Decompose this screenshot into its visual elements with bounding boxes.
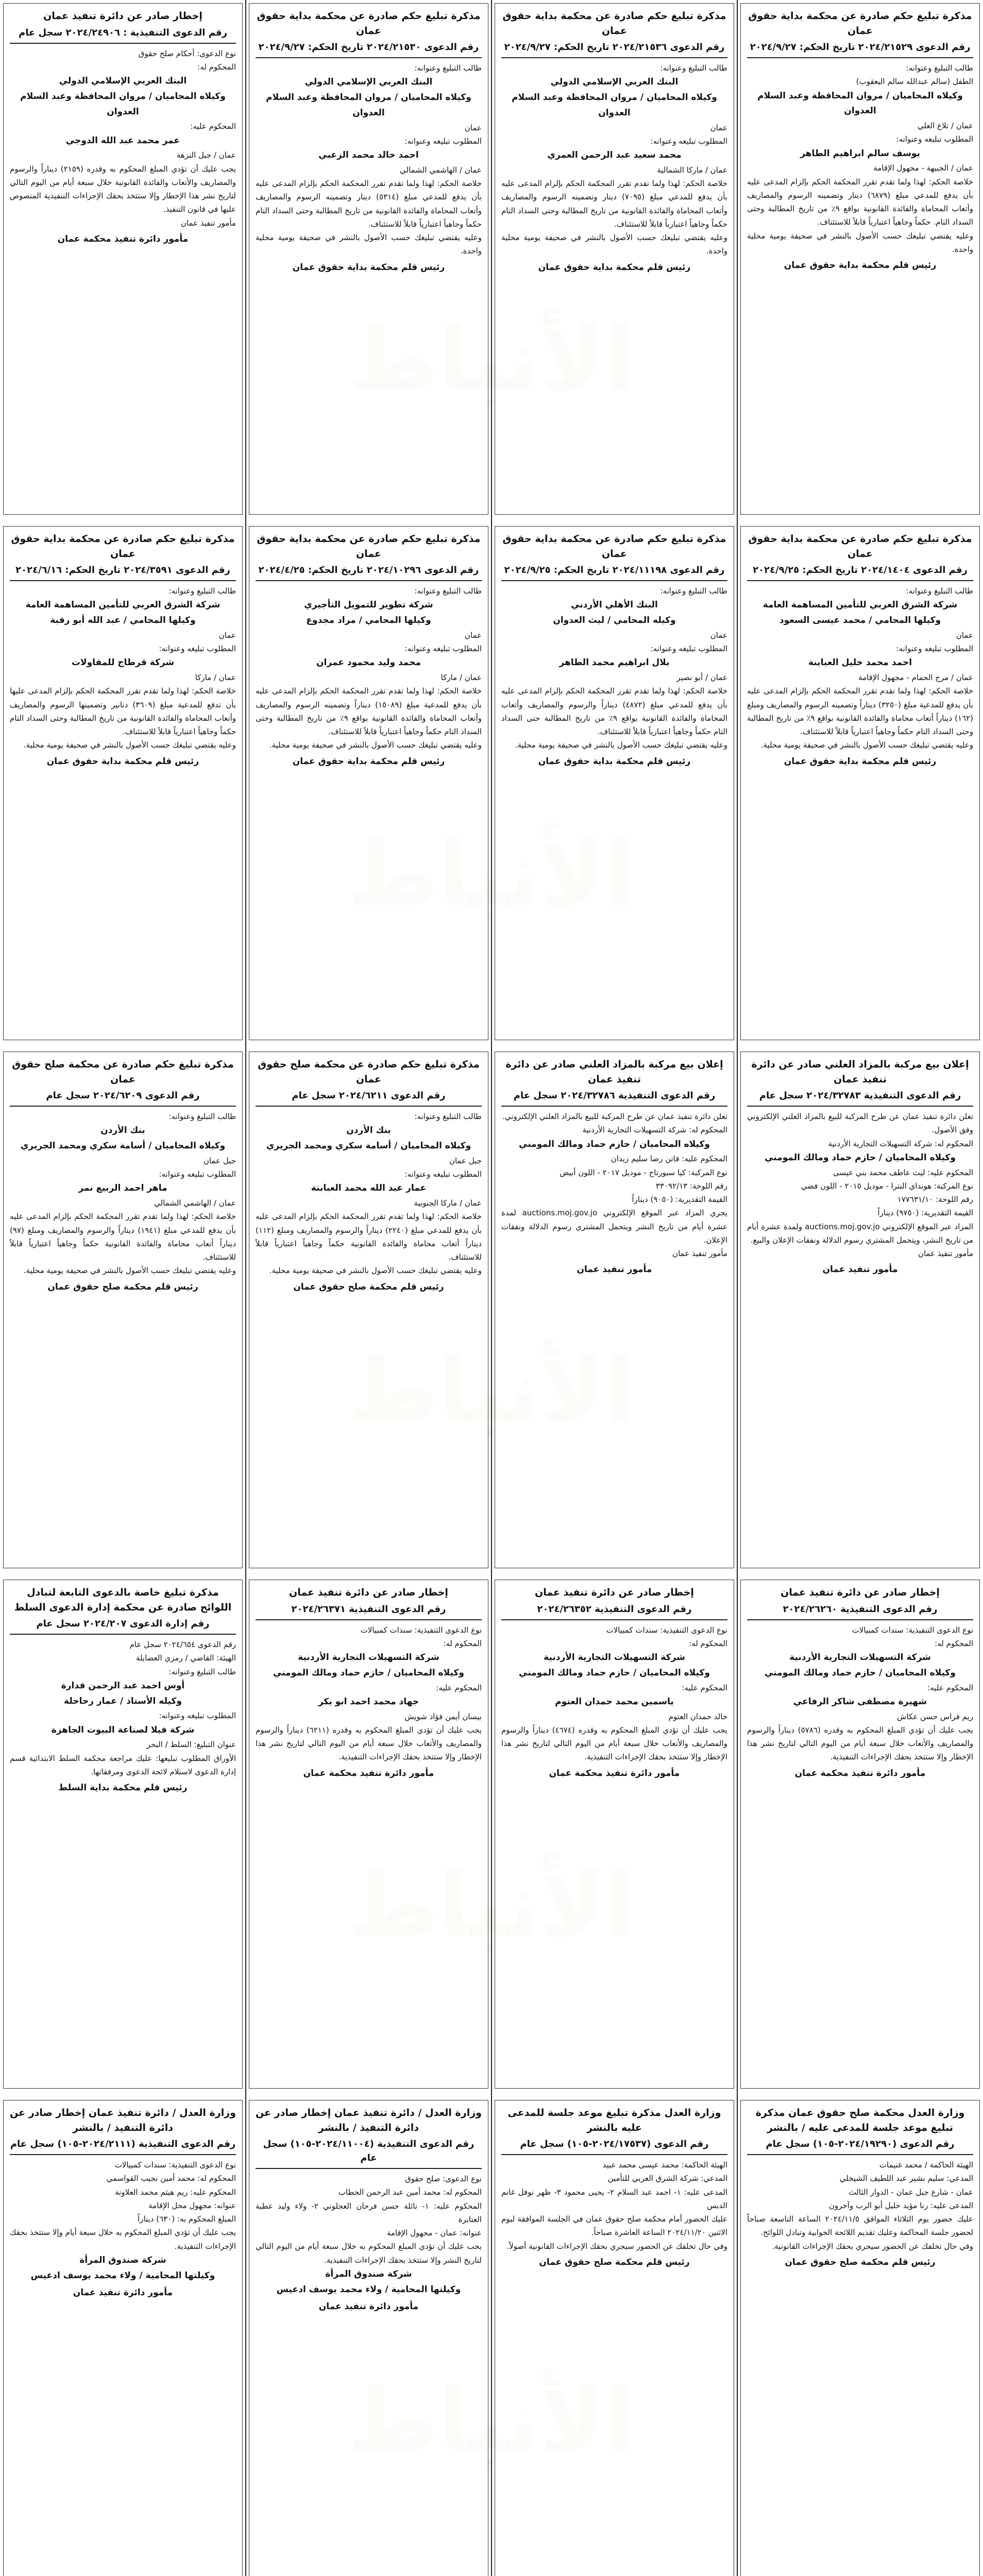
notice-line: نوع المركبة: كيا سبورتاج - موديل ٢٠١٧ - اللون أبيض	[560, 1167, 727, 1177]
notice-signature: رئيس قلم محكمة بداية حقوق عمان	[538, 262, 691, 273]
notice-line: يجب عليك أن تؤدي المبلغ المحكوم به خلال سبعة أيام من اليوم التالي لتاريخ النشر وإلا ستتخذ بحقك الإجراءات التنفيذية.	[256, 2242, 482, 2265]
notice-line: المحكوم له:	[689, 1638, 727, 1648]
notice-header: مذكرة تبليغ حكم صادرة عن محكمة بداية حقوق عمان	[748, 10, 972, 37]
notice-signature: رئيس قلم محكمة بداية حقوق عمان	[784, 756, 937, 767]
legal-notice	[495, 3, 734, 515]
legal-notice	[495, 1052, 734, 1568]
notice-line: عمان / ماركا الشمالية	[657, 165, 727, 175]
notice-line: شركة الشرق العربي للتأمين المساهمة العامة	[25, 600, 221, 611]
notice-header: مذكرة تبليغ حكم صادرة عن محكمة بداية حقوق عمان	[11, 533, 235, 560]
legal-notice	[740, 2100, 980, 2576]
notice-line: شركة صندوق المرأة	[79, 2255, 166, 2265]
legal-notice	[740, 3, 980, 515]
notice-line: مأمور تنفيذ عمان	[180, 218, 236, 228]
legal-notice	[495, 1580, 734, 2089]
notice-line: وكيلاه المحاميان / حازم حماد ومالك المومني	[519, 1667, 710, 1678]
notice-line: المطلوب تبليغه وعنوانه:	[404, 1170, 482, 1179]
notice-line: طالب التبليغ وعنوانه:	[168, 1667, 236, 1676]
notice-line: وكيلاه المحاميان / مروان المحافظة وعبد السلام العدوان	[20, 91, 226, 117]
notice-line: وكيلتها المحامية / ولاء محمد يوسف ادعيس	[276, 2284, 461, 2295]
notice-line: طالب التبليغ وعنوانه:	[414, 63, 482, 73]
notice-case-number: رقم الدعوى ٢٠٢٤/١٠٢٩٦ تاريخ الحكم: ٢٠٢٤/٤/٢٥	[258, 565, 479, 575]
notice-line: البنك العربي الإسلامي الدولي	[550, 77, 679, 88]
notice-line: خلاصة الحكم: لهذا ولما تقدم تقرر المحكمة الحكم بإلزام المدعى عليه بأن يدفع للمدعي مبلغ (٤٨٧٢) ديناراً والرسوم والمصاريف وأتعاب المحاماة والفائدة القانونية بواقع ٩٪ من تاريخ المطالبة حتى السداد التام حكماً وجاهياً اعتبارياً قابلاً للاستئناف.	[501, 686, 728, 736]
notice-case-number: رقم الدعوى ٢٠٢٤/٢١٥٢٩ تاريخ الحكم: ٢٠٢٤/٩/٢٧	[750, 42, 971, 53]
notice-line: عمان / ماركا	[195, 673, 236, 682]
notice-signature: مأمور تنفيذ عمان	[577, 1264, 652, 1275]
notice-line: بيسان أيمن فؤاد شويش	[404, 1711, 482, 1721]
divider	[747, 57, 973, 58]
notice-signature: رئيس قلم محكمة بداية حقوق عمان	[46, 756, 199, 767]
notice-line: المحكوم عليه: ريم هيثم محمد العلاونة	[115, 2187, 236, 2197]
notice-line: وكيلاه المحاميان / مروان المحافظة وعبد السلام العدوان	[266, 92, 471, 118]
notice-case-number: رقم الدعوى (٢٠٢٤/١٧٥٣٧-١٠٥) سجل عام	[520, 2139, 709, 2149]
notice-line: يوسف سالم ابراهيم الطاهر	[800, 148, 920, 159]
notice-line: شركة صندوق المرأة	[325, 2268, 412, 2279]
notice-header: مذكرة تبليغ حكم صادرة عن محكمة صلح حقوق عمان	[12, 1059, 234, 1085]
notice-line: احمد خالد محمد الزعبي	[318, 150, 419, 160]
notice-line: طالب التبليغ وعنوانه:	[660, 63, 727, 73]
notice-header: مذكرة تبليغ حكم صادرة عن محكمة بداية حقوق عمان	[257, 533, 481, 560]
notice-header: مذكرة تبليغ حكم صادرة عن محكمة بداية حقوق عمان	[748, 533, 972, 560]
notice-line: وكيلتها المحامية / ولاء محمد يوسف ادعيس	[30, 2270, 215, 2281]
notice-line: جهاد محمد احمد ابو بكر	[318, 1696, 419, 1707]
notice-line: وكيلاه المحاميان / حازم حماد ومالك المومني	[765, 1152, 956, 1163]
divider	[747, 1619, 973, 1620]
notice-line: وكيلاه المحاميان / أسامة سكري ومحمد الجريري	[20, 1141, 226, 1151]
notice-case-number: رقم الدعوى ٢٠٢٤/٢١٥٣٦ تاريخ الحكم: ٢٠٢٤/٩/٢٧	[504, 42, 725, 53]
legal-notice	[249, 1580, 488, 2089]
notice-signature: رئيس قلم محكمة صلح حقوق عمان	[293, 1281, 444, 1292]
notice-line: طالب التبليغ وعنوانه:	[168, 1112, 236, 1121]
notice-line: وكيلاه المحاميان / حازم حماد ومالك المومني	[519, 1139, 710, 1149]
notice-line: عمان / تلاع العلي	[917, 121, 973, 130]
notice-signature: رئيس قلم محكمة بداية حقوق عمان	[538, 756, 691, 767]
notice-line: شركة التسهيلات التجارية الأردنية	[544, 1652, 685, 1663]
column-divider	[245, 0, 246, 2576]
notice-case-number: رقم الدعوى ٢٠٢٤/١٤٠٤ تاريخ الحكم: ٢٠٢٤/٩/٢٥	[753, 565, 968, 575]
legal-notice	[3, 1580, 243, 2089]
notice-line: المطلوب تبليغه وعنوانه:	[896, 134, 973, 144]
notice-line: وكيلاه المحاميان / مروان المحافظة وعبد السلام العدوان	[757, 90, 963, 116]
notice-line: مأمور تنفيذ عمان	[672, 1249, 727, 1258]
divider	[501, 1106, 727, 1107]
notice-signature: مأمور دائرة تنفيذ محكمة عمان	[549, 1768, 680, 1778]
notice-line: عنوانه: عمان - مجهول الإقامة	[386, 2228, 482, 2238]
divider	[10, 1634, 236, 1635]
notice-line: الأوراق المطلوب تبليغها: عليك مراجعة محكمة السلط الابتدائية قسم إدارة الدعوى لاستلام لائحة الدعوى ومرفقاتها.	[10, 1753, 236, 1776]
notice-line: محمد وليد محمود عمران	[316, 657, 421, 668]
notice-line: نوع الدعوى التنفيذية: سندات كمبيالات	[852, 1625, 973, 1635]
notice-line: المحكوم له:	[197, 62, 236, 72]
divider	[10, 1106, 236, 1107]
notice-line: وكيله المحامي / ليث العدوان	[553, 615, 676, 625]
notice-line: البنك العربي الإسلامي الدولي	[304, 77, 433, 88]
notice-header: إخطار صادر عن دائرة تنفيذ عمان	[535, 1587, 694, 1598]
notice-line: عمر محمد عبد الله الدوجي	[65, 135, 180, 146]
notice-line: جبل عمان	[203, 1156, 236, 1165]
notice-line: المدعى عليه: رنا مؤيد خليل أبو الرب وآخرون	[828, 2200, 973, 2210]
notice-line: وكيلاه المحاميان / حازم حماد ومالك المومني	[765, 1667, 956, 1678]
notice-signature: رئيس قلم محكمة بداية حقوق عمان	[784, 260, 937, 270]
divider	[10, 43, 236, 44]
notice-line: رقم اللوحة: ٣٣٠٩٢/١٣	[655, 1181, 727, 1191]
notice-signature: مأمور تنفيذ عمان	[822, 1264, 898, 1275]
notice-line: يجب عليك أن تؤدي المبلغ المحكوم به خلال سبعة أيام وإلا ستتخذ بحقك الإجراءات التنفيذية.	[10, 2228, 236, 2251]
notice-line: وعليه يقتضي تبليغك حسب الأصول بالنشر في صحيفة يومية محلية.	[515, 740, 727, 750]
divider	[501, 2154, 727, 2155]
notice-line: طالب التبليغ وعنوانه:	[906, 63, 973, 73]
notice-line: عمان / ماركا الجنوبية	[414, 1198, 482, 1208]
notice-line: عمان / ماركا	[440, 673, 482, 682]
notice-line: تعلن دائرة تنفيذ عمان عن طرح المركبة للبيع بالمزاد العلني الإلكتروني.	[502, 1112, 727, 1121]
divider	[501, 1619, 727, 1620]
notice-line: عنوانه: مجهول محل الإقامة	[148, 2200, 236, 2210]
notice-line: المطلوب تبليغه وعنوانه:	[159, 1170, 236, 1179]
notice-case-number: رقم الدعوى ٢٠٢٤/٦٢٠٩ سجل عام	[46, 1090, 200, 1101]
notice-line: وعليه يقتضي تبليغك حسب الأصول بالنشر في صحيفة يومية محلية.	[269, 1266, 482, 1276]
notice-line: وعليه يقتضي تبليغك حسب الأصول بالنشر في صحيفة يومية محلية واحدة.	[501, 233, 727, 256]
notice-line: يجب عليك أن تؤدي المبلغ المحكوم به وقدره (٦٢١١) ديناراً والرسوم والمصاريف والأتعاب خلال سبعة أيام من اليوم التالي لتاريخ نشر هذا الإخطار وإلا ستتخذ بحقك الإجراءات التنفيذية.	[256, 1725, 482, 1762]
legal-notice	[249, 2100, 488, 2576]
notice-line: خلاصة الحكم: لهذا ولما تقدم تقرر المحكمة الحكم بإلزام المدعى عليه بأن يدفع للمدعي مبلغ (٧٠٩٥) دينار وتضمينه الرسوم والمصاريف وأتعاب المحاماة والفائدة القانونية من تاريخ المطالبة وحتى السداد التام حكماً وجاهياً اعتبارياً قابلاً للاستئناف.	[501, 179, 727, 229]
divider	[256, 57, 482, 58]
divider	[747, 2154, 973, 2155]
notice-line: خلاصة الحكم: لهذا ولما تقدم تقرر المحكمة الحكم بإلزام المدعى عليه بأن يدفع للمدعي مبلغ (٦٨٧٩) دينار وتضمينه الرسوم والمصاريف وأتعاب المحاماة والفائدة القانونية بواقع ٩٪ من تاريخ المطالبة وحتى السداد التام. حكماً وجاهياً اعتبارياً قابلاً للاستئناف.	[747, 177, 973, 227]
notice-line: المحكوم عليه:	[927, 1683, 973, 1692]
notice-signature: رئيس قلم محكمة صلح حقوق عمان	[47, 1281, 198, 1292]
notice-case-number: رقم الدعوى ٢٠٢٤/٦٢١١ سجل عام	[292, 1090, 446, 1101]
notice-line: طالب التبليغ وعنوانه:	[414, 586, 482, 596]
legal-notice	[495, 526, 734, 1040]
notice-signature: مأمور دائرة تنفيذ محكمة عمان	[57, 233, 189, 244]
notice-line: القيمة التقديرية: (٩٠٥٠) ديناراً	[632, 1195, 727, 1204]
notice-line: يجب عليك أن تؤدي المبلغ المحكوم به وقدره (٢١٥٩) ديناراً والرسوم والمصاريف والأتعاب والفائدة القانونية خلال سبعة أيام من اليوم التالي لتاريخ نشر هذا الإخطار وإلا ستتخذ بحقك الإجراءات التنفيذية المنصوص عليها في قانون التنفيذ.	[10, 164, 236, 214]
divider	[256, 2168, 482, 2169]
notice-line: البنك الأهلي الأردني	[571, 600, 658, 611]
legal-notice	[3, 3, 243, 515]
notice-line: القيمة التقديرية: (٩٧٥٠) ديناراً	[877, 1208, 973, 1218]
notice-line: المحكوم له: شركة التسهيلات التجارية الأردنية	[582, 1125, 727, 1135]
notice-header: وزارة العدل / دائرة تنفيذ عمان إخطار صادر عن دائرة التنفيذ / بالنشر	[256, 2107, 482, 2133]
notice-signature: رئيس قلم محكمة بداية حقوق عمان	[292, 756, 445, 767]
notice-line: طالب التبليغ وعنوانه:	[906, 586, 973, 596]
notice-line: احمد محمد خليل العبابنة	[808, 657, 912, 668]
notice-line: أوس احمد عبد الرحمن قدارة	[61, 1680, 185, 1691]
divider	[256, 1619, 482, 1620]
notice-line: وفي حال تخلفك عن الحضور سيجري بحقك الإجراءات القانونية.	[772, 2241, 973, 2251]
notice-line: المحكوم له: محمد أمين نجيب القواسمي	[106, 2174, 236, 2183]
notice-header: مذكرة تبليغ حكم صادرة عن محكمة بداية حقوق عمان	[502, 10, 726, 37]
notice-line: المطلوب تبليغه وعنوانه:	[650, 136, 727, 146]
legal-notice	[3, 1052, 243, 1568]
legal-notice	[249, 3, 488, 515]
notice-line: وعليه يقتضي تبليغك حسب الأصول بالنشر في صحيفة يومية محلية.	[23, 1266, 236, 1276]
notice-line: عمان / أبو نصير	[676, 673, 727, 682]
notice-line: خلاصة الحكم: لهذا ولما تقدم تقرر المحكمة الحكم بإلزام المدعى عليه بأن يدفع للمدعية مبلغ (١٥٠٨٩) ديناراً وتضمينه الرسوم والمصاريف وأتعاب المحاماة والفائدة القانونية بواقع ٩٪ من تاريخ المطالبة وحتى السداد التام حكماً وجاهياً اعتبارياً قابلاً للاستئناف.	[256, 686, 482, 736]
notice-line: خلاصة الحكم: لهذا ولما تقدم تقرر المحكمة الحكم بإلزام المدعى عليه بأن يدفع للمدعية مبلغ (٣٢٥٠) ديناراً وتضمينه الرسوم والمصاريف ومبلغ (١٦٢) ديناراً أتعاب محاماة والفائدة القانونية بواقع ٩٪ من تاريخ المطالبة وحتى السداد التام حكماً وجاهياً اعتبارياً قابلاً للاستئناف.	[747, 686, 974, 736]
notice-signature: مأمور دائرة تنفيذ عمان	[73, 2287, 173, 2298]
notice-case-number: رقم الدعوى التنفيذية ٢٠٢٤/٣٢٧٨٦ سجل عام	[513, 1090, 716, 1101]
notice-header: وزارة العدل / دائرة تنفيذ عمان إخطار صادر عن دائرة التنفيذ / بالنشر	[10, 2107, 236, 2133]
notice-line: طالب التبليغ وعنوانه:	[168, 586, 236, 596]
notice-line: محمد سعيد عبد الرحمن العمري	[547, 150, 682, 160]
notice-header: وزارة العدل محكمة صلح حقوق عمان مذكرة تبليغ موعد جلسة للمدعى عليه / بالنشر	[755, 2107, 965, 2133]
divider	[256, 1106, 482, 1107]
notice-line: نوع الدعوى التنفيذية: سندات كمبيالات	[360, 1625, 482, 1635]
notice-signature: مأمور دائرة تنفيذ عمان	[318, 2301, 419, 2312]
notice-signature: رئيس قلم محكمة بداية حقوق عمان	[292, 262, 445, 273]
notice-line: طالب التبليغ وعنوانه:	[660, 586, 727, 596]
notice-line: بلال ابراهيم محمد الطاهر	[559, 657, 670, 668]
notice-case-number: رقم الدعوى التنفيذية ٢٠٢٤/٢٦٣٧١	[291, 1603, 446, 1615]
notice-line: المحكوم عليه: ١- نائلة حسن فرحان العجلوني ٢- ولاء وليد عطية العتابرة	[256, 2201, 482, 2224]
notice-case-number: رقم الدعوى ٢٠٢٤/١١١٩٨ تاريخ الحكم: ٢٠٢٤/٩/٢٥	[504, 565, 725, 575]
notice-line: المدعي: شركة الشرق العربي للتأمين	[607, 2174, 727, 2183]
divider	[747, 580, 973, 581]
legal-notice	[249, 526, 488, 1040]
notice-line: المحكوم عليه:	[190, 122, 236, 131]
notice-line: ريم فراس حسن عكاش	[897, 1711, 973, 1721]
notice-line: الهيئة الحاكمة: محمد عيسى محمد عبيد	[602, 2160, 727, 2170]
notice-line: البنك العربي الإسلامي الدولي	[59, 76, 187, 86]
notice-line: المحكوم له: شركة التسهيلات التجارية الأردنية	[828, 1139, 973, 1148]
notice-case-number: رقم الدعوى التنفيذية ٢٠٢٤/٢٦٣٥٢	[537, 1603, 692, 1615]
notice-line: ياسمين محمد حمدان العتوم	[555, 1696, 674, 1707]
notice-line: المطلوب تبليغه وعنوانه:	[404, 644, 482, 653]
notice-header: مذكرة تبليغ حكم صادرة عن محكمة بداية حقوق عمان	[502, 533, 726, 560]
notice-line: بنك الأردن	[346, 1125, 391, 1136]
notice-line: نوع الدعوى التنفيذية: سندات كمبيالات	[114, 2160, 236, 2170]
notice-line: خلاصة الحكم: لهذا ولما تقدم تقرر المحكمة الحكم بإلزام المدعى عليه بأن يدفع للمدعي مبلغ (٥٣١٤) دينار وتضمينه الرسوم والمصاريف وأتعاب المحاماة والفائدة القانونية من تاريخ المطالبة وحتى السداد التام حكماً وجاهياً اعتبارياً قابلاً للاستئناف.	[256, 179, 482, 229]
notice-case-number: رقم الدعوى ٢٠٢٤/٢١٥٣٠ تاريخ الحكم: ٢٠٢٤/٩/٢٧	[258, 42, 479, 53]
notice-line: الطفل (سالم عبدالله سالم اليعقوب)	[856, 77, 973, 87]
notice-line: وفي حال تخلفك عن الحضور سيجري بحقك الإجراءات القانونية أصولاً.	[506, 2241, 727, 2251]
notice-header: مذكرة تبليغ حكم صادرة عن محكمة صلح حقوق عمان	[258, 1059, 480, 1085]
notice-line: عليك الحضور أمام محكمة صلح حقوق عمان في الجلسة الموافقة ليوم الاثنين ٢٠٢٤/١١/٢٠ الساعة العاشرة صباحاً.	[501, 2214, 727, 2238]
notice-line: يجب عليك أن تؤدي المبلغ المحكوم به وقدره (٥٧٨٦) ديناراً والرسوم والمصاريف والأتعاب خلال سبعة أيام من اليوم التالي لتاريخ نشر هذا الإخطار وإلا ستتخذ بحقك الإجراءات التنفيذية.	[747, 1725, 973, 1762]
notice-line: المزاد عبر الموقع الإلكتروني auctions.moj.gov.jo ولمدة عشرة أيام من تاريخ النشر، ويتحمل المشتري رسوم الدلالة ونفقات الإعلان والبيع.	[747, 1222, 973, 1245]
notice-line: المحكوم عليه:	[682, 1683, 727, 1692]
divider	[10, 2154, 236, 2155]
notice-line: المطلوب تبليغه وعنوانه:	[159, 644, 236, 653]
notice-line: عمان / الهاشمي الشمالي	[400, 165, 482, 175]
notice-line: عمان	[710, 630, 727, 640]
divider	[747, 1106, 973, 1107]
notice-signature: رئيس قلم محكمة بداية السلط	[58, 1783, 188, 1793]
notice-line: وكيله الأستاذ / عمار رحاحلة	[64, 1696, 182, 1706]
notice-line: شركة تطوير للتمويل التأجيري	[304, 600, 433, 611]
notice-header: إعلان بيع مركبة بالمزاد العلني صادر عن دائرة تنفيذ عمان	[505, 1059, 723, 1085]
notice-line: المحكوم له:	[935, 1638, 973, 1648]
notice-line: نوع المركبة: هونداي النترا - موديل ٢٠١٥ - اللون فضي	[801, 1181, 973, 1191]
notice-line: خلاصة الحكم: لهذا ولما تقدم تقرر المحكمة الحكم بإلزام المدعى عليه بأن يدفع للمدعي مبلغ (١٩٤١) ديناراً والرسوم والمصاريف ومبلغ (٩٧) ديناراً أتعاب محاماة والفائدة القانونية حكماً وجاهياً اعتبارياً قابلاً للاستئناف.	[10, 1212, 236, 1262]
notice-line: رقم الدعوى ٢٠٢٤/٦٥٤ سجل عام	[129, 1640, 236, 1649]
notice-line: المحكوم عليه:	[436, 1683, 482, 1692]
notice-line: عمان / الهاشمي الشمالي	[154, 1198, 236, 1208]
notice-line: الهيئة الحاكمة / محمد غنيمات	[879, 2160, 973, 2170]
notice-line: عمان	[464, 630, 482, 640]
notice-line: عمان - شارع جبل عمان - الدوار الثالث	[849, 2187, 973, 2197]
notice-line: وكيلاه المحاميان / مروان المحافظة وعبد السلام العدوان	[512, 92, 717, 118]
notice-line: وكيلاه المحاميان / حازم حماد ومالك المومني	[273, 1667, 464, 1678]
notice-line: وعليه يقتضي تبليغك حسب الأصول بالنشر في صحيفة يومية محلية.	[23, 740, 236, 750]
notice-signature: مأمور دائرة تنفيذ محكمة عمان	[303, 1768, 434, 1778]
notice-header: وزارة العدل مذكرة تبليغ موعد جلسة للمدعى عليه بالنشر	[507, 2107, 721, 2133]
notice-line: عمان	[956, 630, 973, 640]
legal-notice	[740, 526, 980, 1040]
notice-line: خالد حمدان العتوم	[668, 1711, 727, 1721]
notice-line: ماهر احمد الربيع نمر	[78, 1183, 167, 1194]
notice-line: نوع الدعوى: صلح حقوق	[405, 2174, 482, 2183]
legal-notice	[740, 1580, 980, 2089]
notice-signature: مأمور دائرة تنفيذ محكمة عمان	[794, 1768, 926, 1778]
notice-case-number: رقم الدعوى التنفيذية (٢٠٢٤/١١٠٠٤-١٠٥) سجل عام	[263, 2139, 474, 2163]
notice-signature: رئيس قلم محكمة صلح حقوق عمان	[539, 2257, 690, 2267]
notice-line: شركة فيلا لصناعة البيوت الجاهزة	[51, 1724, 195, 1735]
notice-header: إخطار صادر عن دائرة تنفيذ عمان	[781, 1587, 940, 1598]
notice-case-number: رقم الدعوى التنفيذية : ٢٠٢٤/٢٤٩٠٦ سجل عام	[19, 27, 227, 38]
notice-line: عمان / مرج الحمام - مجهول الإقامة	[858, 673, 973, 682]
notice-line: تعلن دائرة تنفيذ عمان عن طرح المركبة للبيع بالمزاد العلني الإلكتروني وفق الأصول.	[747, 1112, 973, 1135]
divider	[10, 580, 236, 581]
notice-line: المحكوم له:	[443, 1638, 482, 1648]
notice-header: إخطار صادر عن دائرة تنفيذ عمان	[43, 10, 202, 22]
notice-signature: رئيس قلم محكمة صلح حقوق عمان	[785, 2257, 936, 2267]
notice-line: المحكوم عليه: ليث عاطف محمد بني عيسى	[833, 1167, 973, 1177]
notice-line: وعليه يقتضي تبليغك حسب الأصول بالنشر في صحيفة يومية محلية واحدة.	[256, 233, 482, 256]
divider	[501, 580, 727, 581]
notice-line: المحكوم عليه: فاتن رضا سليم زيدان	[611, 1154, 727, 1164]
notice-line: وعليه يقتضي تبليغك حسب الأصول بالنشر في صحيفة يومية محلية.	[269, 740, 482, 750]
column-divider	[491, 0, 492, 2576]
notice-line: نوع الدعوى: أحكام صلح حقوق	[138, 48, 236, 58]
notice-line: وعليه يقتضي تبليغك حسب الأصول بالنشر في صحيفة يومية محلية واحدة.	[747, 231, 973, 254]
notice-line: عمان / الجبيهة - مجهول الإقامة	[873, 163, 973, 173]
notice-header: مذكرة تبليغ حكم صادرة عن محكمة بداية حقوق عمان	[257, 10, 481, 37]
notice-line: يجري المزاد عبر الموقع الإلكتروني auctions.moj.gov.jo لمدة عشرة أيام من تاريخ النشر ويتحمل المشتري رسوم الدلالة ونفقات الإعلان.	[501, 1208, 727, 1245]
notice-line: المطلوب تبليغه وعنوانه:	[159, 1711, 236, 1721]
notice-line: وكيلها المحامي / عبد الله أبو رقبة	[50, 615, 196, 625]
notice-line: عمان	[464, 123, 482, 132]
notice-line: جبل عمان	[449, 1156, 482, 1165]
notice-line: شركة التسهيلات التجارية الأردنية	[789, 1652, 931, 1663]
notice-line: بنك الأردن	[100, 1125, 145, 1136]
notice-case-number: رقم الدعوى ٢٠٢٤/٣٥٩١ تاريخ الحكم: ٢٠٢٤/٦/١٦	[15, 565, 230, 575]
notice-line: الهيئة: القاضي / رمزي العضايلة	[135, 1653, 236, 1663]
notice-line: مأمور تنفيذ عمان	[918, 1249, 973, 1258]
notice-line: نوع الدعوى التنفيذية: سندات كمبيالات	[606, 1625, 727, 1635]
legal-notice	[3, 2100, 243, 2576]
notice-header: إخطار صادر عن دائرة تنفيذ عمان	[289, 1587, 448, 1598]
notice-line: المدعى عليه: ١- احمد عبد السلام ٢- يحيى محمود ٣- ظهر نوفل غانم الدبس	[501, 2187, 728, 2210]
notice-line: رقم اللوحة: ١٧٧٦٣١/١٠	[897, 1195, 973, 1204]
notice-case-number: رقم إدارة الدعوى ٢٠٢٤/٢٠٧ سجل عام	[36, 1618, 210, 1629]
notice-line: وكيلاه المحاميان / أسامة سكري ومحمد الجريري	[266, 1141, 471, 1151]
notice-line: شركة الشرق العربي للتأمين المساهمة العامة	[762, 600, 958, 611]
notice-line: يجب عليك أن تؤدي المبلغ المحكوم به وقدره (٤٦٧٤) ديناراً والرسوم والمصاريف والأتعاب خلال سبعة أيام من اليوم التالي لتاريخ نشر هذا الإخطار وإلا ستتخذ بحقك الإجراءات التنفيذية.	[501, 1725, 727, 1762]
column-divider	[737, 0, 738, 2576]
notice-line: المطلوب تبليغه وعنوانه:	[404, 136, 482, 146]
legal-notice	[495, 2100, 734, 2576]
notice-case-number: رقم الدعوى (٢٠٢٤/١٩٢٩٠-١٠٥) سجل عام	[766, 2139, 955, 2149]
legal-notice	[740, 1052, 980, 1568]
notice-line: شركة قرطاج للمقاولات	[71, 657, 175, 668]
notice-line: عمار عبد الله محمد العبابنة	[311, 1183, 427, 1194]
notice-line: المحكوم له: محمد أمين عبد الرحمن الحطاب	[338, 2188, 482, 2197]
notice-line: المطلوب تبليغه وعنوانه:	[650, 644, 727, 653]
notice-line: المبلغ المحكوم به: (٦٣٠) ديناراً	[138, 2214, 236, 2224]
notice-line: خلاصة الحكم: لهذا ولما تقدم تقرر المحكمة الحكم بإلزام المدعى عليه بأن يدفع للمدعي مبلغ (٢٢٤٠) ديناراً والرسوم والمصاريف ومبلغ (١١٢) ديناراً أتعاب محاماة والفائدة القانونية حكماً وجاهياً اعتبارياً قابلاً للاستئناف.	[256, 1212, 482, 1262]
notice-header: إعلان بيع مركبة بالمزاد العلني صادر عن دائرة تنفيذ عمان	[751, 1059, 969, 1085]
notice-line: وعليه يقتضي تبليغك حسب الأصول بالنشر في صحيفة يومية محلية.	[760, 740, 973, 750]
notice-line: المطلوب تبليغه وعنوانه:	[896, 644, 973, 653]
divider	[256, 580, 482, 581]
notice-line: خلاصة الحكم: لهذا ولما تقدم تقرر المحكمة الحكم بإلزام المدعى عليها بأن تدفع للمدعية مبلغ (٣٦٠٩) دنانير وتضمينها الرسوم والمصاريف وأتعاب المحاماة والفائدة القانونية من تاريخ المطالبة وحتى السداد التام حكماً وجاهياً اعتبارياً قابلاً للاستئناف.	[10, 686, 236, 736]
notice-line: طالب التبليغ وعنوانه:	[414, 1112, 482, 1121]
notice-line: المدعي: سليم بشير عبد اللطيف الشيخلي	[839, 2174, 973, 2183]
notice-case-number: رقم الدعوى التنفيذية ٢٠٢٤/٢٦٢٦٠	[783, 1603, 938, 1615]
notice-line: عليك حضور يوم الثلاثاء الموافق ٢٠٢٤/١١/٥ الساعة التاسعة صباحاً لحضور جلسة المحاكمة وعليك تقديم اللائحة الجوابية وتبادل اللوائح.	[747, 2214, 973, 2238]
notice-line: عمان / جبل النزهة	[176, 150, 236, 160]
divider	[501, 57, 727, 58]
notice-case-number: رقم الدعوى التنفيذية ٢٠٢٤/٣٢٧٨٣ سجل عام	[759, 1090, 961, 1101]
notice-line: شهيرة مصطفى شاكر الرفاعي	[793, 1696, 927, 1707]
notice-case-number: رقم الدعوى التنفيذية (٢٠٢٤/٢١١١-١٠٥) سجل عام	[10, 2139, 236, 2149]
legal-notice	[249, 1052, 488, 1568]
notice-line: عنوان التبليغ: السلط / البحر	[146, 1740, 236, 1750]
legal-notice	[3, 526, 243, 1040]
notice-line: عمان	[710, 123, 727, 132]
notice-header: مذكرة تبليغ خاصة بالدعوى التابعة لتبادل اللوائح صادرة عن محكمة إدارة الدعوى السلط	[14, 1587, 232, 1613]
notice-line: شركة التسهيلات التجارية الأردنية	[298, 1652, 439, 1663]
notice-line: وكيلها المحامي / محمد عيسى السعود	[779, 615, 941, 625]
notice-line: عمان	[218, 630, 236, 640]
notice-line: وكيلها المحامي / مراد مجدوع	[306, 615, 431, 625]
